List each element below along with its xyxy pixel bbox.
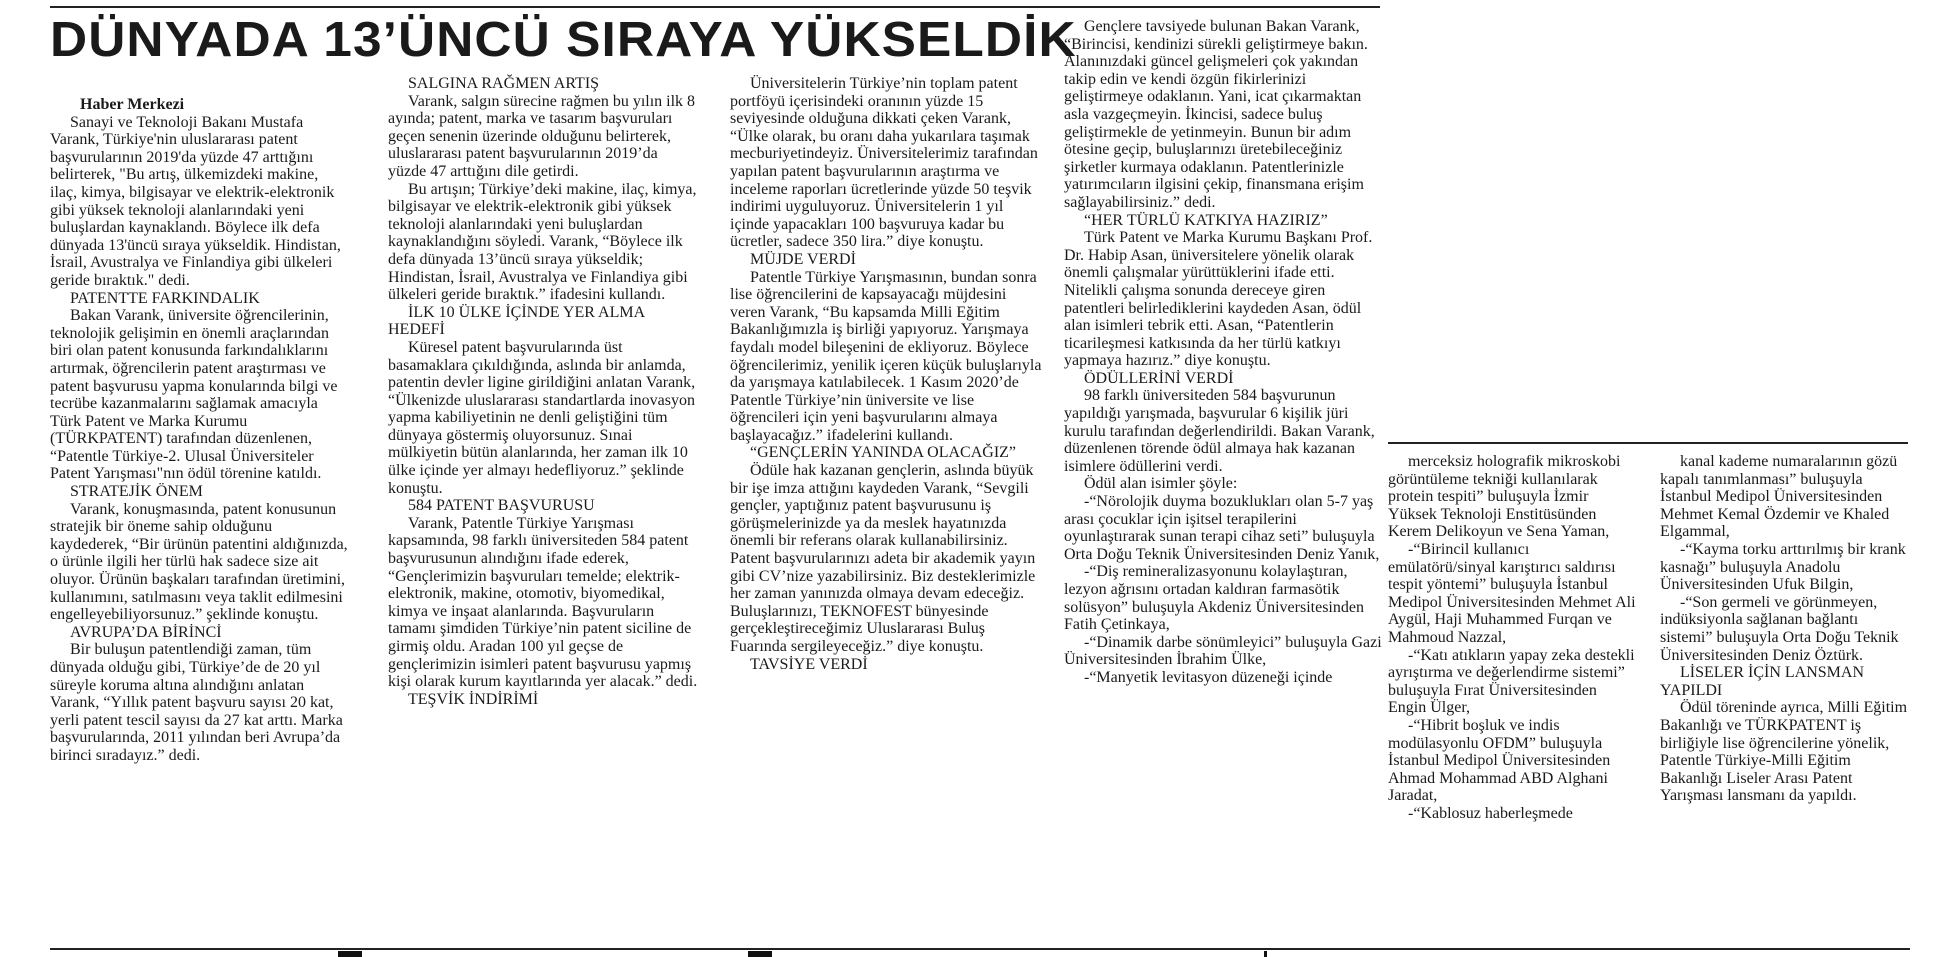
next-article-glimpse-3 — [1264, 951, 1267, 957]
paragraph: Patentle Türkiye Yarışmasının, bundan sonra lise öğrencilerini de kapsayacağı müjdesini veren Varank, “Bu kapsamda Milli Eğitim Bakanlığımızla iş birliği yapıyoruz. Yarışmaya faydalı model bileşenini de ekliyoruz. Böylece öğrencilerimiz, yenilik içeren küçük buluşlarıyla da yarışmaya katılabilecek. 1 Kasım 2020’de Patentle Türkiye’nin üniversite ve lise öğrencileri için yeni başvurularını almaya başlayacağız.” ifadelerini kullandı. — [730, 268, 1042, 444]
paragraph: -“Dinamik darbe sönümleyici” buluşuyla Gazi Üniversitesinden İbrahim Ülke, — [1064, 633, 1382, 669]
paragraph: Küresel patent başvurularında üst basamaklara çıkıldığında, aslında bir anlamda, patentin devler ligine girildiğini anlatan Varank, “Ülkenizde uluslararası standartlarda inovasyon yapma kabiliyetinin ne denli geliştiğini tüm dünyaya göstermiş oluyorsunuz. Sınai mülkiyetin bütün alanlarında, her zaman ilk 10 ülke içinde yer almayı hedefliyoruz.” şeklinde konuştu. — [388, 338, 696, 497]
paragraph: 98 farklı üniversiteden 584 başvurunun yapıldığı yarışmada, başvurular 6 kişilik jüri kurulu tarafından değerlendirildi. Bakan Varank, düzenlenen törende ödül almaya hak kazanan isimlere ödüllerini verdi. — [1064, 387, 1375, 475]
top-rule — [50, 6, 1380, 8]
paragraph: Varank, Patentle Türkiye Yarışması kapsamında, 98 farklı üniversiteden 584 patent başvurusunun alındığını ifade ederek, “Gençlerimizin başvuruları temelde; elektrik-elektronik, makine, otomotiv, biyomedikal, kimya ve inşaat alanlarında. Başvuruların tamamı şimdiden Türkiye’nin patent siciline de girmiş oldu. Aradan 100 yıl geçse de gençlerimizin isimleri patent başvurusu yapmış kişi olarak kurum kayıtlarında yer alacak.” dedi. — [388, 514, 698, 691]
paragraph: Üniversitelerin Türkiye’nin toplam patent portföyü içerisindeki oranının yüzde 15 seviyesinde olduğuna dikkati çeken Varank, “Ülke olarak, bu oranı daha yukarılara taşımak mecburiyetindeyiz. Üniversitelerimiz tarafından yapılan patent başvurularının araştırma ve inceleme raporları ücretlerinde yüzde 50 teşvik indirimi uyguluyoruz. Üniversitelerin 1 yıl içinde yapacakları 100 başvuruya kadar bu ücretler, sadece 350 lira.” diye konuştu. — [730, 75, 1038, 251]
article-column-4 — [1064, 18, 1386, 687]
next-article-glimpse-1 — [338, 951, 362, 957]
section-subheading: MÜJDE VERDİ — [750, 250, 856, 268]
section-subheading: STRATEJİK ÖNEM — [70, 483, 203, 501]
bottom-rule — [50, 948, 1910, 950]
paragraph: -“Diş remineralizasyonunu kolaylaştıran, lezyon ağrısını ortadan kaldıran farmasötik solüsyon” buluşuyla Akdeniz Üniversitesinden Fatih Çetinkaya, — [1064, 563, 1364, 634]
paragraph: Bir buluşun patentlendiği zaman, tüm dünyada olduğu gibi, Türkiye’de de 20 yıl süreyle koruma altına alındığını anlatan Varank, “Yıllık patent başvuru sayısı 20 kat, yerli patent tescil sayısı da 27 kat arttı. Marka başvurularında, 2011 yılından beri Avrupa’da birinci sıradayız.” dedi. — [50, 641, 343, 764]
paragraph: -“Manyetik levitasyon düzeneği içinde — [1084, 668, 1333, 686]
article-column-3 — [730, 75, 1042, 673]
paragraph: -“Kayma torku arttırılmış bir krank kasnağı” buluşuyla Anadolu Üniversitesinden Ufuk Bilgin, — [1660, 540, 1906, 594]
paragraph: -“Nörolojik duyma bozuklukları olan 5-7 yaş arası çocuklar için işitsel terapilerini oyunlaştırarak sunan terapi cihaz seti” buluşuyla Orta Doğu Teknik Üniversitesinden Deniz Yanık, — [1064, 493, 1380, 563]
paragraph: -“Birincil kullanıcı emülatörü/sinyal karıştırıcı saldırısı tespit yöntemi” buluşuyla İstanbul Medipol Üniversitesinden Mehmet Ali Aygül, Haji Muhammed Furqan ve Mahmoud Nazzal, — [1388, 540, 1636, 646]
section-subheading: “GENÇLERİN YANINDA OLACAĞIZ” — [750, 444, 1017, 462]
paragraph: Sanayi ve Teknoloji Bakanı Mustafa Varank, Türkiye'nin uluslararası patent başvurularının 2019'da yüzde 47 arttığını belirterek, "Bu artış, ülkemizdeki makine, ilaç, kimya, bilgisayar ve elektrik-elektronik gibi yüksek teknoloji alanlarındaki yeni buluşlardan kaynaklandı. Böylece ilk defa dünyada 13'üncü sıraya yükseldik. Hindistan, İsrail, Avustralya ve Finlandiya gibi ülkeleri geride bıraktık." dedi. — [50, 113, 341, 289]
section-subheading: “HER TÜRLÜ KATKIYA HAZIRIZ” — [1084, 211, 1328, 229]
headline: DÜNYADA 13’ÜNCÜ SIRAYA YÜKSELDİK — [50, 13, 1077, 67]
section-subheading: AVRUPA’DA BİRİNCİ — [70, 623, 222, 641]
paragraph: Bu artışın; Türkiye’deki makine, ilaç, kimya, bilgisayar ve elektrik-elektronik gibi yüksek teknoloji alanlarındaki yeni buluşlardan kaynaklandığını söyledi. Varank, “Böylece ilk defa dünyada 13’üncü sıraya yükseldik; Hindistan, İsrail, Avustralya ve Finlandiya gibi ülkeleri geride bıraktık.” ifadesini kullandı. — [388, 180, 697, 304]
section-subheading: 584 PATENT BAŞVURUSU — [408, 497, 595, 515]
paragraph: Ödül töreninde ayrıca, Milli Eğitim Bakanlığı ve TÜRKPATENT iş birliğiyle lise öğrencilerine yönelik, Patentle Türkiye-Milli Eğitim Bakanlığı Liseler Arası Patent Yarışması lansmanı da yapıldı. — [1660, 699, 1908, 805]
paragraph: Gençlere tavsiyede bulunan Bakan Varank, “Birincisi, kendinizi sürekli geliştirmeye bakın. Alanınızdaki güncel gelişmeleri çok yakından takip edin ve kendi özgün fikirlerinizi geliştirmeye odaklanın. Yani, icat çıkarmaktan asla vazgeçmeyin. İkincisi, sadece buluş geliştirmekle de yetinmeyin. Bunun bir adım ötesine geçip, buluşlarınızı üretebileceğiniz şirketler kurmaya odaklanın. Patentlerinizle yatırımcıların ilgisini çekip, finansmana erişim sağlayabilirsiniz.” dedi. — [1064, 18, 1368, 211]
paragraph: Varank, salgın sürecine rağmen bu yılın ilk 8 ayında; patent, marka ve tasarım başvuruları geçen senenin üzerinde olduğunu belirterek, uluslararası patent başvurularının 2019’da yüzde 47 arttığını dile getirdi. — [388, 92, 696, 180]
paragraph: Ödül alan isimler şöyle: — [1084, 475, 1238, 493]
section-subheading: ÖDÜLLERİNİ VERDİ — [1084, 369, 1234, 387]
paragraph: Ödüle hak kazanan gençlerin, aslında büyük bir işe imza attığını kaydeden Varank, “Sevgili gençler, yaptığınız patent başvurusunu iş görüşmelerinizde ya da meslek hayatınızda önemli bir referans olarak kullanabilirsiniz. Patent başvurularınızı adeta bir akademik yayın gibi CV’nize yazabilirsiniz. Biz desteklerimizle her zaman yanınızda olmaya devam edeceğiz. Buluşlarınızı, TEKNOFEST bünyesinde gerçekleştireceğimiz Uluslararası Buluş Fuarında sergileyeceğiz.” diye konuştu. — [730, 462, 1036, 655]
next-article-glimpse-2 — [748, 951, 772, 957]
article-column-1 — [50, 96, 348, 765]
section-subheading: İLK 10 ÜLKE İÇİNDE YER ALMA HEDEFİ — [388, 303, 645, 339]
section-subheading: LİSELER İÇİN LANSMAN YAPILDI — [1660, 664, 1864, 699]
paragraph: -“Katı atıkların yapay zeka destekli ayrıştırma ve değerlendirme sistemi” buluşuyla Fırat Üniversitesinden Engin Ülger, — [1388, 646, 1635, 717]
section-subheading: SALGINA RAĞMEN ARTIŞ — [408, 75, 600, 92]
paragraph: -“Hibrit boşluk ve indis modülasyonlu OFDM” buluşuyla İstanbul Medipol Üniversitesinden Ahmad Mohammad ABD Alghani Jaradat, — [1388, 716, 1611, 805]
right-rule — [1388, 442, 1908, 444]
article-column-5 — [1388, 453, 1638, 822]
section-subheading: TEŞVİK İNDİRİMİ — [408, 690, 539, 708]
paragraph: -“Son germeli ve görünmeyen, indüksiyonla sağlanan bağlantı sistemi” buluşuyla Orta Doğu Teknik Üniversitesinden Deniz Öztürk. — [1660, 593, 1899, 664]
section-subheading: PATENTTE FARKINDALIK — [70, 289, 260, 307]
paragraph: Bakan Varank, üniversite öğrencilerinin, teknolojik gelişimin en önemli araçlarından biri olan patent konusunda farkındalıklarını artırmak, öğrencilerin patent araştırması ve patent başvurusu yapma konularında bilgi ve tecrübe kazanmalarını sağlamak amacıyla Türk Patent ve Marka Kurumu (TÜRKPATENT) tarafından düzenlenen, “Patentle Türkiye-2. Ulusal Üniversiteler Patent Yarışması"nın ödül törenine katıldı. — [50, 307, 338, 483]
paragraph: -“Kablosuz haberleşmede — [1408, 804, 1573, 822]
paragraph: Varank, konuşmasında, patent konusunun stratejik bir öneme sahip olduğunu kaydederek, “Bir ürünün patentini aldığınızda, o ürünle ilgili her türlü hak sadece size ait oluyor. Ürünün başkaları tarafından üretimini, kullanımını, satılmasını veya taklit edilmesini engelleyebiliyorsunuz.” şeklinde konuştu. — [50, 500, 348, 624]
paragraph: kanal kademe numaralarının gözü kapalı tanımlanması” buluşuyla İstanbul Medipol Üniversitesinden Mehmet Kemal Özdemir ve Khaled Elgammal, — [1660, 453, 1898, 541]
article-column-6 — [1660, 453, 1910, 805]
paragraph: Türk Patent ve Marka Kurumu Başkanı Prof. Dr. Habip Asan, üniversitelere yönelik olarak önemli çalışmalar yürüttüklerini ifade etti. Nitelikli çalışma sonunda dereceye giren patentleri belirlediklerini kaydeden Asan, ödül alan isimleri tebrik etti. Asan, “Patentlerin ticarileşmesi katkısında da her türlü katkıyı yapmaya hazırız.” diye konuştu. — [1064, 229, 1373, 370]
article-column-2 — [388, 75, 698, 708]
byline: Haber Merkezi — [80, 96, 185, 113]
section-subheading: TAVSİYE VERDİ — [750, 655, 868, 673]
paragraph: merceksiz holografik mikroskobi görüntüleme tekniği kullanılarak protein tespiti” buluşuyla İzmir Yüksek Teknoloji Enstitüsünden Kerem Delikoyun ve Sena Yaman, — [1388, 453, 1621, 541]
